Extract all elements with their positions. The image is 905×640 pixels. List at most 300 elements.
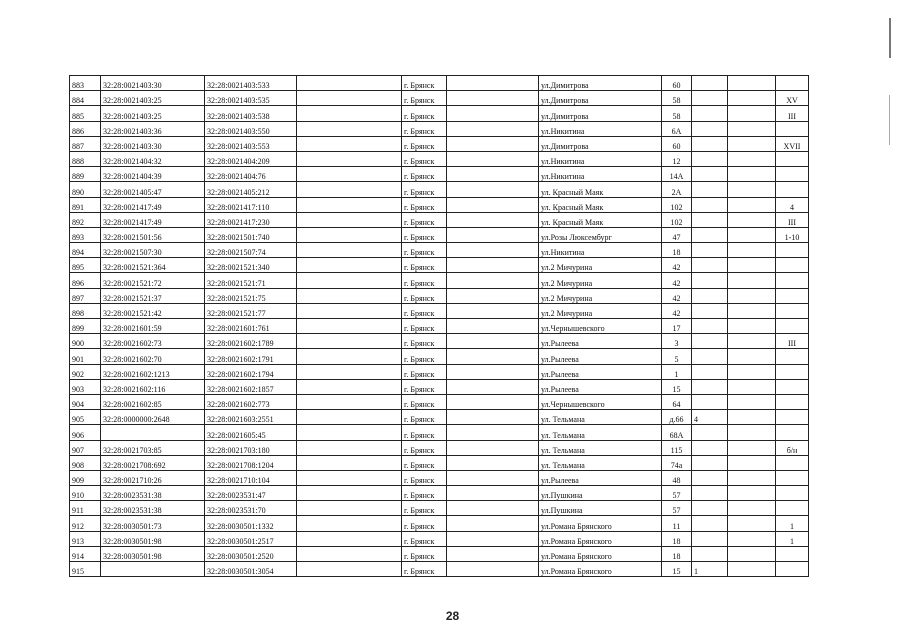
table-row <box>70 501 809 516</box>
table-cell: 17 <box>662 319 692 334</box>
table-cell: 885 <box>70 106 101 121</box>
table-cell: 893 <box>70 227 101 242</box>
table-cell: ул.Чернышевского <box>539 319 662 334</box>
table-cell <box>776 273 809 288</box>
table-cell <box>728 364 776 379</box>
table-cell <box>447 486 539 501</box>
table-cell: 32:28:0021417:49 <box>101 197 205 212</box>
table-cell <box>447 121 539 136</box>
table-cell <box>776 364 809 379</box>
table-cell: 894 <box>70 243 101 258</box>
table-cell <box>692 288 728 303</box>
table-cell <box>728 501 776 516</box>
table-cell: 11 <box>662 516 692 531</box>
table-cell: 42 <box>662 288 692 303</box>
table-cell: 32:28:0021501:56 <box>101 227 205 242</box>
table-cell <box>728 273 776 288</box>
table-cell: ул.Романа Брянского <box>539 546 662 561</box>
table-cell <box>297 394 402 409</box>
table-cell: 890 <box>70 182 101 197</box>
table-cell <box>692 364 728 379</box>
table-cell <box>692 182 728 197</box>
table-cell: 32:28:0021703:85 <box>101 440 205 455</box>
table-cell <box>447 394 539 409</box>
table-cell <box>776 562 809 577</box>
table-cell <box>297 151 402 166</box>
table-cell: г. Брянск <box>402 212 447 227</box>
table-cell <box>728 243 776 258</box>
table-cell: 60 <box>662 136 692 151</box>
table-cell: 912 <box>70 516 101 531</box>
table-cell: ул. Тельмана <box>539 410 662 425</box>
table-cell: 32:28:0021403:30 <box>101 76 205 91</box>
table-cell <box>776 121 809 136</box>
table-cell <box>692 379 728 394</box>
table-cell <box>297 364 402 379</box>
table-cell <box>692 440 728 455</box>
table-cell <box>297 516 402 531</box>
table-row <box>70 455 809 470</box>
table-cell: 899 <box>70 319 101 334</box>
table-cell: 887 <box>70 136 101 151</box>
table-cell <box>447 227 539 242</box>
table-cell <box>776 486 809 501</box>
table-cell: 15 <box>662 379 692 394</box>
table-cell: 1 <box>692 562 728 577</box>
table-cell <box>776 349 809 364</box>
table-cell: ул.Никитина <box>539 243 662 258</box>
table-cell: г. Брянск <box>402 410 447 425</box>
table-cell: 892 <box>70 212 101 227</box>
table-cell: 1 <box>662 364 692 379</box>
table-cell: 901 <box>70 349 101 364</box>
table-cell <box>447 531 539 546</box>
table-cell <box>692 91 728 106</box>
table-cell <box>101 425 205 440</box>
table-row <box>70 379 809 394</box>
table-cell: III <box>776 106 809 121</box>
table-cell <box>728 319 776 334</box>
table-cell: ул.Димитрова <box>539 91 662 106</box>
table-cell: 1-10 <box>776 227 809 242</box>
table-cell: 32:28:0021403:550 <box>205 121 297 136</box>
table-cell: г. Брянск <box>402 258 447 273</box>
table-cell: 32:28:0021601:761 <box>205 319 297 334</box>
table-row <box>70 288 809 303</box>
table-cell: г. Брянск <box>402 349 447 364</box>
table-cell: 32:28:0030501:98 <box>101 531 205 546</box>
table-cell <box>776 394 809 409</box>
table-cell <box>447 212 539 227</box>
table-cell: 902 <box>70 364 101 379</box>
table-cell: 1 <box>776 531 809 546</box>
table-cell <box>692 136 728 151</box>
table-row <box>70 151 809 166</box>
table-cell <box>776 319 809 334</box>
table-cell <box>776 425 809 440</box>
table-cell: 42 <box>662 303 692 318</box>
table-cell: 32:28:0021710:26 <box>101 470 205 485</box>
table-cell: 896 <box>70 273 101 288</box>
table-cell <box>692 303 728 318</box>
table-cell: 884 <box>70 91 101 106</box>
table-cell <box>297 425 402 440</box>
table-cell: 32:28:0021602:1789 <box>205 334 297 349</box>
table-cell <box>447 516 539 531</box>
table-cell <box>447 136 539 151</box>
table-row <box>70 76 809 91</box>
table-cell <box>297 182 402 197</box>
table-cell <box>692 197 728 212</box>
table-cell: 32:28:0030501:2517 <box>205 531 297 546</box>
table-cell: 886 <box>70 121 101 136</box>
table-cell <box>728 425 776 440</box>
table-row <box>70 136 809 151</box>
table-cell: ул.Розы Люксембург <box>539 227 662 242</box>
table-cell <box>692 516 728 531</box>
table-cell: ул.Димитрова <box>539 76 662 91</box>
table-cell <box>297 227 402 242</box>
table-cell: г. Брянск <box>402 197 447 212</box>
table-cell <box>447 334 539 349</box>
table-cell: 74а <box>662 455 692 470</box>
table-cell <box>728 562 776 577</box>
table-cell: 32:28:0021405:212 <box>205 182 297 197</box>
table-cell: ул.Рылеева <box>539 349 662 364</box>
table-cell: ул.Рылеева <box>539 364 662 379</box>
table-cell <box>297 546 402 561</box>
table-row <box>70 303 809 318</box>
table-cell <box>447 167 539 182</box>
table-cell: 32:28:0030501:73 <box>101 516 205 531</box>
table-cell: 5 <box>662 349 692 364</box>
table-cell <box>728 379 776 394</box>
table-row <box>70 410 809 425</box>
table-cell <box>728 455 776 470</box>
table-cell <box>297 440 402 455</box>
table-cell <box>692 470 728 485</box>
table-cell: г. Брянск <box>402 167 447 182</box>
table-cell <box>776 379 809 394</box>
table-cell: 6А <box>662 121 692 136</box>
table-cell: 42 <box>662 273 692 288</box>
table-cell: 909 <box>70 470 101 485</box>
table-cell: 42 <box>662 258 692 273</box>
table-cell <box>297 455 402 470</box>
table-cell: 904 <box>70 394 101 409</box>
table-row <box>70 106 809 121</box>
table-cell: 889 <box>70 167 101 182</box>
table-cell: ул.Никитина <box>539 167 662 182</box>
table-cell: 4 <box>692 410 728 425</box>
table-cell: 32:28:0021602:1791 <box>205 349 297 364</box>
table-row <box>70 182 809 197</box>
table-cell: ул. Красный Маяк <box>539 197 662 212</box>
table-cell: 32:28:0021417:49 <box>101 212 205 227</box>
table-cell: г. Брянск <box>402 440 447 455</box>
table-cell: 15 <box>662 562 692 577</box>
table-cell <box>728 151 776 166</box>
table-cell: 915 <box>70 562 101 577</box>
table-cell: 102 <box>662 212 692 227</box>
table-cell: г. Брянск <box>402 106 447 121</box>
table-cell: 32:28:0021403:533 <box>205 76 297 91</box>
table-cell <box>692 319 728 334</box>
table-cell <box>728 167 776 182</box>
table-cell <box>692 167 728 182</box>
table-cell: 883 <box>70 76 101 91</box>
table-cell: 888 <box>70 151 101 166</box>
table-cell <box>728 303 776 318</box>
table-row <box>70 470 809 485</box>
table-cell <box>728 106 776 121</box>
table-cell: 18 <box>662 243 692 258</box>
table-cell <box>728 394 776 409</box>
table-cell: г. Брянск <box>402 531 447 546</box>
table-cell <box>297 334 402 349</box>
table-cell <box>297 167 402 182</box>
table-cell: 4 <box>776 197 809 212</box>
table-cell: 32:28:0023531:70 <box>205 501 297 516</box>
table-cell: ул.Романа Брянского <box>539 531 662 546</box>
table-cell: г. Брянск <box>402 486 447 501</box>
table-cell <box>297 562 402 577</box>
table-cell <box>692 455 728 470</box>
table-cell: ул.Пушкина <box>539 486 662 501</box>
table-cell <box>447 243 539 258</box>
table-cell: 32:28:0021521:42 <box>101 303 205 318</box>
table-cell: 32:28:0021602:73 <box>101 334 205 349</box>
table-cell <box>776 151 809 166</box>
table-cell: 58 <box>662 106 692 121</box>
table-cell: д.66 <box>662 410 692 425</box>
table-cell <box>447 440 539 455</box>
table-cell: ул.Чернышевского <box>539 394 662 409</box>
table-cell: 32:28:0021703:180 <box>205 440 297 455</box>
table-cell: 32:28:0021605:45 <box>205 425 297 440</box>
table-cell: 32:28:0021507:74 <box>205 243 297 258</box>
table-cell: г. Брянск <box>402 562 447 577</box>
table-cell <box>728 486 776 501</box>
table-cell: 68А <box>662 425 692 440</box>
table-cell <box>101 562 205 577</box>
table-cell: 32:28:0021602:1213 <box>101 364 205 379</box>
table-cell: 32:28:0021602:116 <box>101 379 205 394</box>
table-cell: ул. Тельмана <box>539 455 662 470</box>
table-cell: б/н <box>776 440 809 455</box>
table-cell: г. Брянск <box>402 470 447 485</box>
table-cell <box>447 197 539 212</box>
table-cell <box>728 76 776 91</box>
table-cell: 908 <box>70 455 101 470</box>
table-cell <box>447 76 539 91</box>
table-cell: г. Брянск <box>402 319 447 334</box>
table-cell <box>692 106 728 121</box>
table-cell: 914 <box>70 546 101 561</box>
table-cell <box>447 379 539 394</box>
table-cell <box>297 212 402 227</box>
table-cell: 910 <box>70 486 101 501</box>
table-cell: 57 <box>662 486 692 501</box>
table-cell: ул.Романа Брянского <box>539 562 662 577</box>
table-cell: г. Брянск <box>402 227 447 242</box>
table-cell <box>728 121 776 136</box>
table-cell: 32:28:0021403:25 <box>101 106 205 121</box>
table-cell <box>297 470 402 485</box>
table-cell <box>728 349 776 364</box>
table-cell: 32:28:0021403:25 <box>101 91 205 106</box>
table-cell <box>776 303 809 318</box>
table-cell <box>297 136 402 151</box>
table-cell <box>692 227 728 242</box>
table-cell <box>776 546 809 561</box>
table-cell: 18 <box>662 546 692 561</box>
table-cell: 32:28:0023531:38 <box>101 501 205 516</box>
table-cell: 32:28:0021521:37 <box>101 288 205 303</box>
table-cell <box>447 470 539 485</box>
table-cell: 32:28:0021602:1857 <box>205 379 297 394</box>
table-cell <box>776 501 809 516</box>
table-cell: III <box>776 334 809 349</box>
table-cell: 18 <box>662 531 692 546</box>
table-cell <box>776 288 809 303</box>
table-cell <box>728 258 776 273</box>
table-cell: 32:28:0021403:535 <box>205 91 297 106</box>
table-cell: 64 <box>662 394 692 409</box>
table-cell: 115 <box>662 440 692 455</box>
table-row <box>70 349 809 364</box>
table-cell: 32:28:0021603:2551 <box>205 410 297 425</box>
table-cell: 32:28:0021501:740 <box>205 227 297 242</box>
table-cell <box>728 410 776 425</box>
table-cell: 907 <box>70 440 101 455</box>
table-cell: 32:28:0030501:1332 <box>205 516 297 531</box>
table-row <box>70 364 809 379</box>
table-cell <box>297 501 402 516</box>
table-row <box>70 243 809 258</box>
table-cell <box>776 470 809 485</box>
table-cell <box>447 182 539 197</box>
table-cell: 32:28:0021521:77 <box>205 303 297 318</box>
table-row <box>70 334 809 349</box>
table-cell <box>692 349 728 364</box>
table-cell: 47 <box>662 227 692 242</box>
table-cell: 32:28:0030501:3054 <box>205 562 297 577</box>
table-cell: г. Брянск <box>402 303 447 318</box>
table-cell: 32:28:0021403:30 <box>101 136 205 151</box>
table-cell <box>692 212 728 227</box>
table-cell: г. Брянск <box>402 364 447 379</box>
table-cell: 32:28:0021708:692 <box>101 455 205 470</box>
table-cell: г. Брянск <box>402 136 447 151</box>
table-row <box>70 516 809 531</box>
table-cell <box>776 167 809 182</box>
table-cell: ул.Рылеева <box>539 470 662 485</box>
table-cell: 32:28:0000000:2648 <box>101 410 205 425</box>
table-cell: г. Брянск <box>402 243 447 258</box>
table-cell: ул.2 Мичурина <box>539 303 662 318</box>
table-cell: 32:28:0021403:36 <box>101 121 205 136</box>
table-row <box>70 425 809 440</box>
table-cell: 102 <box>662 197 692 212</box>
table-row <box>70 546 809 561</box>
table-cell <box>776 76 809 91</box>
table-cell <box>692 531 728 546</box>
table-cell <box>728 136 776 151</box>
table-cell: 900 <box>70 334 101 349</box>
table-cell <box>776 182 809 197</box>
table-cell: ул.Пушкина <box>539 501 662 516</box>
table-cell <box>728 334 776 349</box>
table-cell: г. Брянск <box>402 501 447 516</box>
table-cell <box>728 227 776 242</box>
table-cell <box>297 303 402 318</box>
table-cell: г. Брянск <box>402 91 447 106</box>
table-cell <box>447 501 539 516</box>
table-cell: 32:28:0021521:75 <box>205 288 297 303</box>
table-cell: 895 <box>70 258 101 273</box>
table-cell: 32:28:0023531:38 <box>101 486 205 501</box>
table-cell: 57 <box>662 501 692 516</box>
table-cell: 32:28:0021602:70 <box>101 349 205 364</box>
table-row <box>70 394 809 409</box>
table-cell: 32:28:0021521:72 <box>101 273 205 288</box>
table-cell: ул.2 Мичурина <box>539 273 662 288</box>
table-cell: 32:28:0021521:340 <box>205 258 297 273</box>
scan-edge-mark <box>889 18 891 58</box>
table-cell <box>447 364 539 379</box>
page-number: 28 <box>445 609 460 623</box>
table-cell: г. Брянск <box>402 455 447 470</box>
table-cell: 32:28:0021405:47 <box>101 182 205 197</box>
table-cell: 32:28:0021602:85 <box>101 394 205 409</box>
cadastral-table <box>69 75 809 577</box>
table-cell <box>447 303 539 318</box>
table-cell <box>447 410 539 425</box>
table-cell: ул.2 Мичурина <box>539 258 662 273</box>
table-cell: XV <box>776 91 809 106</box>
table-cell: 906 <box>70 425 101 440</box>
table-cell: ул. Тельмана <box>539 440 662 455</box>
table-cell: г. Брянск <box>402 425 447 440</box>
table-cell: ул.Никитина <box>539 151 662 166</box>
table-cell <box>728 470 776 485</box>
table-cell <box>728 197 776 212</box>
table-cell: 3 <box>662 334 692 349</box>
table-cell: 897 <box>70 288 101 303</box>
table-cell: 32:28:0021601:59 <box>101 319 205 334</box>
table-cell <box>297 91 402 106</box>
table-cell: 48 <box>662 470 692 485</box>
table-cell: 32:28:0030501:98 <box>101 546 205 561</box>
table-cell <box>297 410 402 425</box>
table-row <box>70 212 809 227</box>
table-cell: г. Брянск <box>402 273 447 288</box>
table-row <box>70 562 809 577</box>
table-cell: XVII <box>776 136 809 151</box>
table-cell: г. Брянск <box>402 151 447 166</box>
table-row <box>70 227 809 242</box>
table-row <box>70 197 809 212</box>
table-cell: 60 <box>662 76 692 91</box>
table-cell <box>728 212 776 227</box>
table-cell: III <box>776 212 809 227</box>
table-row <box>70 167 809 182</box>
table-cell <box>297 379 402 394</box>
table-cell <box>692 425 728 440</box>
table-cell <box>692 273 728 288</box>
table-cell: г. Брянск <box>402 379 447 394</box>
